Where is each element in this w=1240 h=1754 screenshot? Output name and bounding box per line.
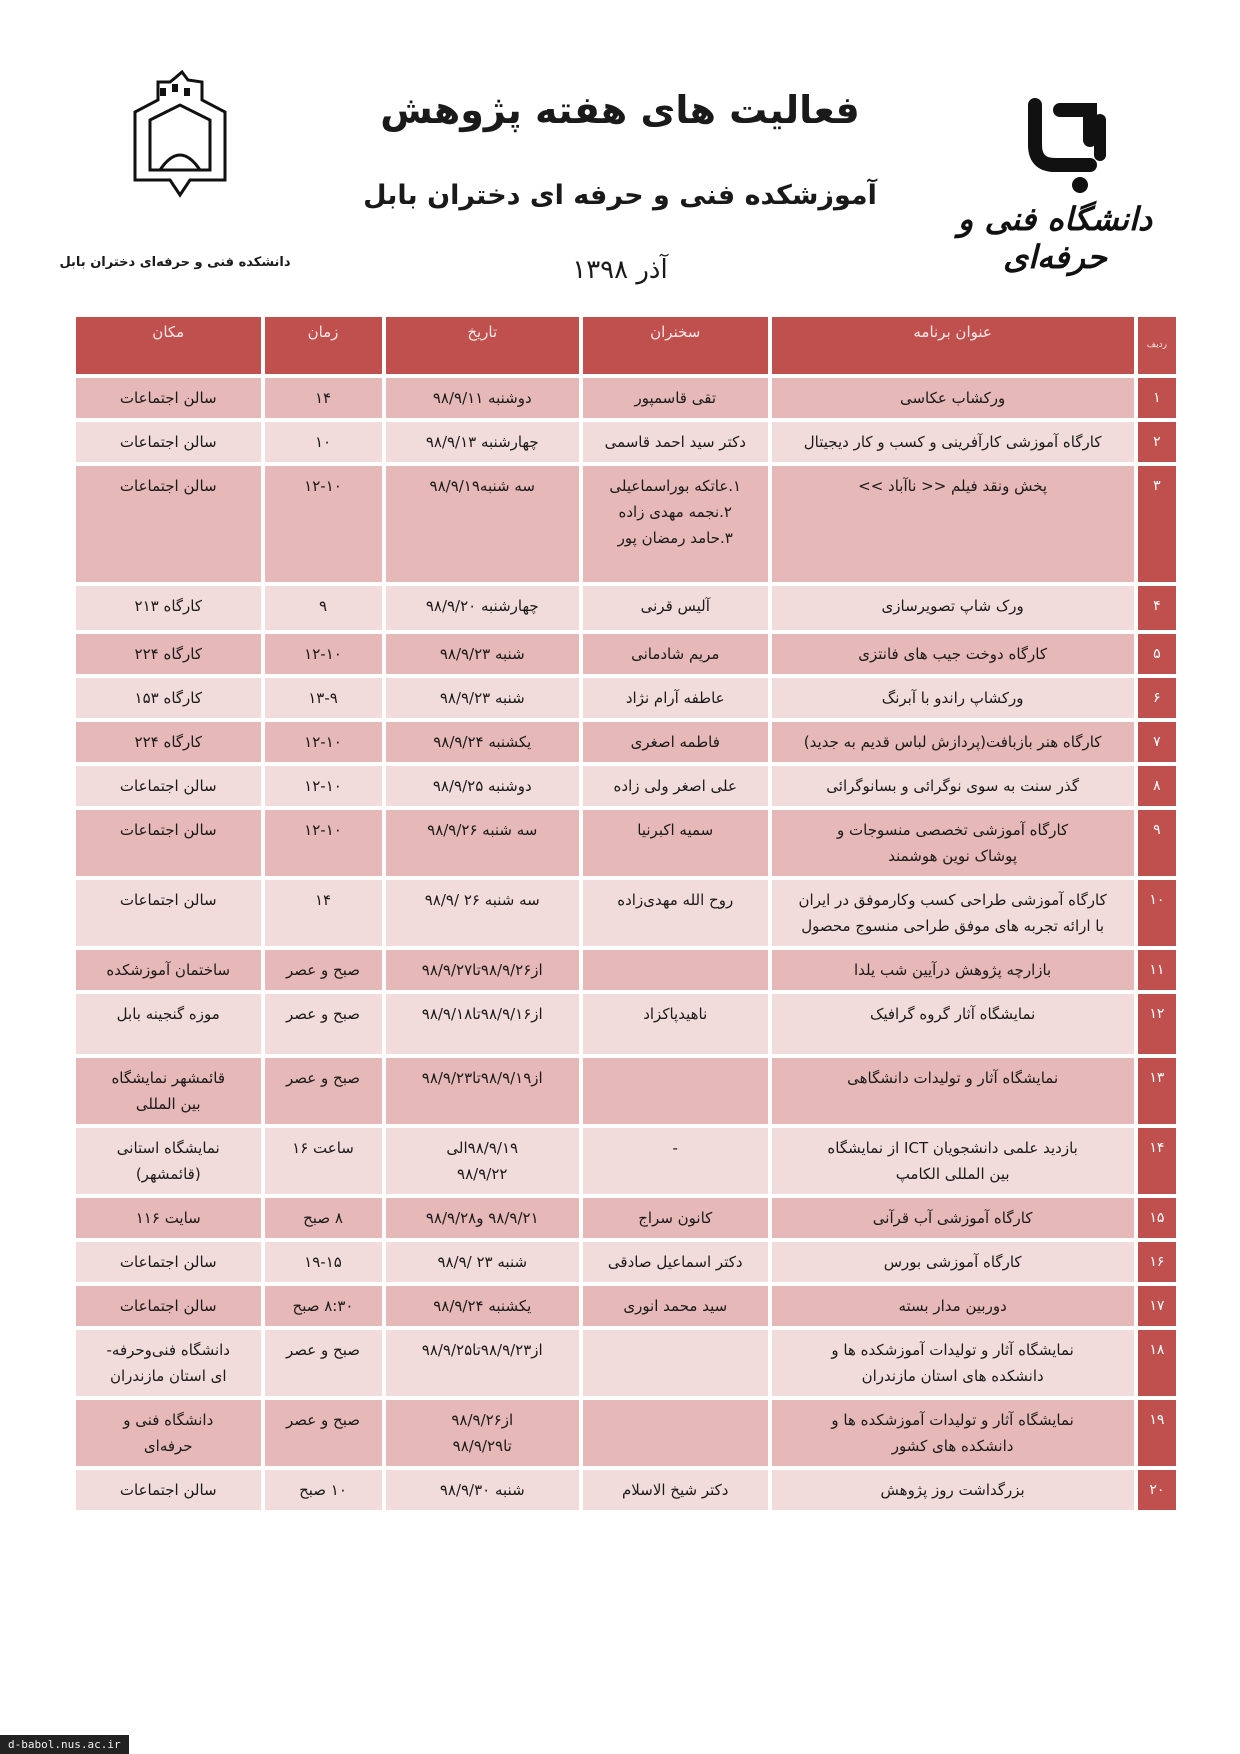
speakers-cell-line: تقی قاسمپور	[634, 389, 717, 407]
time-cell-line: ۱۴	[314, 891, 332, 909]
time-cell-line: ۱۴	[314, 389, 332, 407]
place-cell	[76, 378, 261, 418]
date-cell-line: ۹۸/۹/۲۲	[457, 1165, 508, 1183]
speakers-cell-line: دکتر اسماعیل صادقی	[607, 1253, 743, 1271]
program-cell	[772, 1400, 1134, 1466]
program-cell	[772, 950, 1134, 990]
page-subtitle: آموزشکده فنی و حرفه ای دختران بابل	[363, 180, 877, 211]
speakers-cell	[583, 422, 768, 462]
place-cell-line: سالن اجتماعات	[119, 477, 217, 495]
program-cell-line: گذر سنت به سوی نوگرائی و بسانوگرائی	[826, 777, 1079, 795]
time-cell	[265, 1286, 382, 1326]
date-cell	[386, 722, 580, 762]
speakers-cell-line: مریم شادمانی	[631, 645, 720, 663]
table-row	[76, 766, 1176, 806]
place-cell-line: دانشگاه فنی و	[123, 1411, 214, 1429]
program-cell	[772, 722, 1134, 762]
time-cell-line: ۱۰	[314, 433, 332, 451]
place-cell-line: سالن اجتماعات	[119, 1253, 217, 1271]
table-row	[76, 466, 1176, 582]
time-cell-line: ۱۲-۱۰	[304, 477, 342, 495]
speakers-cell	[583, 766, 768, 806]
date-cell	[386, 1470, 580, 1510]
program-cell-line: کارگاه آموزشی طراحی کسب وکارموفق در ایران	[798, 891, 1107, 909]
place-cell-line: کارگاه ۲۲۴	[134, 645, 202, 663]
row-number-cell: ۴	[1138, 586, 1176, 630]
time-cell-line: ۱۳-۹	[308, 689, 338, 707]
table-row	[76, 994, 1176, 1054]
site-watermark: d-babol.nus.ac.ir	[0, 1735, 129, 1754]
time-cell	[265, 1242, 382, 1282]
date-cell-line: ۹۸/۹/۱۹الی	[446, 1139, 519, 1157]
program-cell-line: بین المللی الکامپ	[895, 1165, 1010, 1183]
speakers-cell	[583, 810, 768, 876]
program-cell	[772, 586, 1134, 630]
time-cell	[265, 586, 382, 630]
date-cell-line: یکشنبه ۹۸/۹/۲۴	[433, 733, 532, 751]
place-cell	[76, 950, 261, 990]
date-cell-line: شنبه ۹۸/۹/۲۳	[439, 645, 525, 663]
date-cell-line: تا۹۸/۹/۲۹	[452, 1437, 512, 1455]
row-number-cell: ۱۱	[1138, 950, 1176, 990]
row-number-cell: ۱۹	[1138, 1400, 1176, 1466]
header-date: تاریخ	[386, 317, 580, 374]
table-row	[76, 1470, 1176, 1510]
row-number-cell: ۷	[1138, 722, 1176, 762]
speakers-cell	[583, 378, 768, 418]
speakers-cell	[583, 880, 768, 946]
table-row	[76, 1198, 1176, 1238]
speakers-cell	[583, 1242, 768, 1282]
program-cell-line: با ارائه تجربه های موفق طراحی منسوج محصول	[801, 917, 1105, 935]
place-cell	[76, 422, 261, 462]
place-cell-line: (قائمشهر)	[135, 1165, 201, 1183]
date-cell	[386, 422, 580, 462]
table-row	[76, 1330, 1176, 1396]
date-cell	[386, 1330, 580, 1396]
place-cell	[76, 880, 261, 946]
date-cell	[386, 766, 580, 806]
date-cell-line: دوشنبه ۹۸/۹/۲۵	[432, 777, 532, 795]
place-cell	[76, 1198, 261, 1238]
program-cell	[772, 994, 1134, 1054]
table-header-row	[76, 317, 1176, 374]
date-cell-line: از۹۸/۹/۱۹تا۹۸/۹/۲۳	[421, 1069, 543, 1087]
date-cell-line: ۹۸/۹/۲۱ و۹۸/۹/۲۸	[425, 1209, 539, 1227]
table-row	[76, 950, 1176, 990]
program-cell	[772, 1286, 1134, 1326]
program-cell-line: دانشکده های استان مازندران	[861, 1367, 1044, 1385]
speakers-cell-line: سمیه اکبرنیا	[637, 821, 714, 839]
place-cell	[76, 1058, 261, 1124]
time-cell-line: ۱۲-۱۰	[304, 733, 342, 751]
speakers-cell	[583, 1198, 768, 1238]
row-number-cell: ۱۵	[1138, 1198, 1176, 1238]
date-cell-line: سه شنبه ۹۸/۹/۲۶	[427, 821, 538, 839]
header-time: زمان	[265, 317, 382, 374]
program-cell-line: دوربین مدار بسته	[898, 1297, 1007, 1315]
speakers-cell-line: دکتر شیخ الاسلام	[622, 1481, 729, 1499]
table-body	[76, 378, 1176, 1510]
place-cell	[76, 586, 261, 630]
row-number-cell: ۵	[1138, 634, 1176, 674]
time-cell	[265, 1470, 382, 1510]
speakers-cell-line: سید محمد انوری	[623, 1297, 728, 1315]
date-cell	[386, 634, 580, 674]
program-cell-line: کارگاه آموزشی تخصصی منسوجات و	[837, 821, 1069, 839]
time-cell-line: ۸:۳۰ صبح	[292, 1297, 354, 1315]
header-place: مکان	[76, 317, 261, 374]
college-emblem-logo	[130, 70, 230, 200]
row-number-cell: ۳	[1138, 466, 1176, 582]
speakers-cell	[583, 950, 768, 990]
program-cell	[772, 880, 1134, 946]
speakers-cell	[583, 1058, 768, 1124]
place-cell-line: سالن اجتماعات	[119, 433, 217, 451]
place-cell	[76, 466, 261, 582]
program-cell-line: کارگاه آموزشی آب قرآنی	[872, 1209, 1033, 1227]
speakers-cell	[583, 1470, 768, 1510]
speakers-cell	[583, 1330, 768, 1396]
time-cell	[265, 810, 382, 876]
place-cell	[76, 994, 261, 1054]
date-cell-line: چهارشنبه ۹۸/۹/۲۰	[425, 597, 539, 615]
date-cell-line: از۹۸/۹/۲۶	[451, 1411, 514, 1429]
date-cell	[386, 1242, 580, 1282]
program-cell	[772, 1198, 1134, 1238]
time-cell-line: صبح و عصر	[286, 1069, 360, 1087]
row-number-cell: ۹	[1138, 810, 1176, 876]
program-cell	[772, 1058, 1134, 1124]
program-cell	[772, 810, 1134, 876]
time-cell-line: صبح و عصر	[286, 1005, 360, 1023]
speakers-cell-line: ۳.حامد رمضان پور	[617, 529, 733, 547]
time-cell-line: صبح و عصر	[286, 961, 360, 979]
place-cell-line: سالن اجتماعات	[119, 891, 217, 909]
row-number-cell: ۱	[1138, 378, 1176, 418]
date-cell	[386, 994, 580, 1054]
date-cell-line: چهارشنبه ۹۸/۹/۱۳	[425, 433, 539, 451]
date-cell	[386, 810, 580, 876]
speakers-cell-line: ناهیدپاکزاد	[643, 1005, 708, 1023]
place-cell-line: سالن اجتماعات	[119, 821, 217, 839]
time-cell	[265, 722, 382, 762]
program-cell-line: بزرگداشت روز پژوهش	[880, 1481, 1025, 1499]
program-cell-line: نمایشگاه آثار و تولیدات دانشگاهی	[847, 1069, 1059, 1087]
program-cell-line: کارگاه آموزشی کارآفرینی و کسب و کار دیجیتال	[803, 433, 1102, 451]
speakers-cell-line: فاطمه اصغری	[630, 733, 720, 751]
program-cell	[772, 1330, 1134, 1396]
date-cell	[386, 950, 580, 990]
program-cell	[772, 422, 1134, 462]
program-cell-line: بازارچه پژوهش درآیین شب یلدا	[854, 961, 1052, 979]
row-number-cell: ۱۰	[1138, 880, 1176, 946]
table-row	[76, 378, 1176, 418]
date-cell	[386, 586, 580, 630]
place-cell-line: قائمشهر نمایشگاه	[111, 1069, 226, 1087]
date-cell-line: سه شنبه ۲۶ /۹۸/۹	[424, 891, 540, 909]
program-cell-line: پخش ونقد فیلم << ناآباد >>	[858, 477, 1048, 495]
time-cell	[265, 678, 382, 718]
time-cell-line: ۱۲-۱۰	[304, 821, 342, 839]
speakers-cell-line: علی اصغر ولی زاده	[613, 777, 737, 795]
table-row	[76, 810, 1176, 876]
place-cell-line: سالن اجتماعات	[119, 389, 217, 407]
place-cell	[76, 1400, 261, 1466]
header-speakers: سخنران	[583, 317, 768, 374]
speakers-cell	[583, 994, 768, 1054]
place-cell	[76, 1242, 261, 1282]
speakers-cell	[583, 1400, 768, 1466]
speakers-cell-line: روح الله مهدی‌زاده	[617, 891, 734, 909]
college-caption: دانشکده فنی و حرفه‌ای دختران بابل	[59, 255, 291, 270]
date-cell-line: سه شنبه۹۸/۹/۱۹	[429, 477, 535, 495]
speakers-cell-line: ۱.عاتکه بوراسماعیلی	[609, 477, 742, 495]
time-cell-line: ۱۹-۱۵	[304, 1253, 342, 1271]
date-cell	[386, 1198, 580, 1238]
speakers-cell	[583, 1128, 768, 1194]
time-cell-line: صبح و عصر	[286, 1411, 360, 1429]
table-row	[76, 1058, 1176, 1124]
program-cell	[772, 1470, 1134, 1510]
place-cell	[76, 1286, 261, 1326]
date-cell-line: یکشنبه ۹۸/۹/۲۴	[433, 1297, 532, 1315]
time-cell-line: ساعت ۱۶	[292, 1139, 354, 1157]
program-cell	[772, 378, 1134, 418]
program-cell	[772, 634, 1134, 674]
time-cell	[265, 634, 382, 674]
place-cell-line: بین المللی	[135, 1095, 201, 1113]
row-number-cell: ۶	[1138, 678, 1176, 718]
speakers-cell-line: ۲.نجمه مهدی زاده	[618, 503, 732, 521]
program-cell-line: بازدید علمی دانشجویان ICT از نمایشگاه	[827, 1139, 1078, 1157]
program-cell-line: ورکشاپ راندو با آبرنگ	[881, 689, 1024, 707]
place-cell-line: سالن اجتماعات	[119, 1481, 217, 1499]
time-cell	[265, 422, 382, 462]
date-cell	[386, 880, 580, 946]
header-program-title: عنوان برنامه	[772, 317, 1134, 374]
table-row	[76, 1400, 1176, 1466]
time-cell-line: ۱۲-۱۰	[304, 645, 342, 663]
date-cell-line: شنبه ۹۸/۹/۲۳	[439, 689, 525, 707]
program-cell-line: ورک شاپ تصویرسازی	[881, 597, 1024, 615]
program-cell-line: کارگاه هنر بازبافت(پردازش لباس قدیم به جدید)	[803, 733, 1102, 751]
date-cell-line: شنبه ۹۸/۹/۳۰	[439, 1481, 525, 1499]
date-cell-line: دوشنبه ۹۸/۹/۱۱	[432, 389, 532, 407]
date-cell	[386, 1058, 580, 1124]
program-cell-line: ورکشاب عکاسی	[899, 389, 1006, 407]
date-cell-line: شنبه ۲۳ /۹۸/۹	[437, 1253, 528, 1271]
university-logo	[940, 90, 1170, 276]
time-cell	[265, 766, 382, 806]
speakers-cell-line: آلیس قرنی	[640, 597, 710, 615]
place-cell-line: سایت ۱۱۶	[135, 1209, 201, 1227]
activities-table	[72, 313, 1180, 1514]
time-cell	[265, 378, 382, 418]
speakers-cell-line: عاطفه آرام نژاد	[625, 689, 725, 707]
date-cell	[386, 466, 580, 582]
time-cell	[265, 1198, 382, 1238]
table-row	[76, 1286, 1176, 1326]
place-cell-line: دانشگاه فنی‌وحرفه-	[106, 1341, 230, 1359]
table-row	[76, 422, 1176, 462]
place-cell-line: سالن اجتماعات	[119, 1297, 217, 1315]
program-cell	[772, 1128, 1134, 1194]
place-cell	[76, 766, 261, 806]
time-cell	[265, 1330, 382, 1396]
time-cell	[265, 466, 382, 582]
table-row	[76, 1242, 1176, 1282]
speakers-cell-line: دکتر سید احمد قاسمی	[604, 433, 746, 451]
place-cell	[76, 1330, 261, 1396]
place-cell	[76, 678, 261, 718]
date-cell	[386, 378, 580, 418]
time-cell-line: ۹	[318, 597, 328, 615]
time-cell	[265, 1128, 382, 1194]
row-number-cell: ۱۲	[1138, 994, 1176, 1054]
row-number-cell: ۱۴	[1138, 1128, 1176, 1194]
program-cell	[772, 466, 1134, 582]
program-cell-line: نمایشگاه آثار و تولیدات آموزشکده ها و	[831, 1411, 1074, 1429]
place-cell	[76, 634, 261, 674]
row-number-cell: ۲۰	[1138, 1470, 1176, 1510]
page-title: فعالیت های هفته پژوهش	[380, 88, 860, 132]
row-number-cell: ۸	[1138, 766, 1176, 806]
program-cell-line: کارگاه دوخت جیب های فانتزی	[858, 645, 1047, 663]
place-cell	[76, 810, 261, 876]
program-cell	[772, 766, 1134, 806]
row-number-cell: ۲	[1138, 422, 1176, 462]
program-cell	[772, 678, 1134, 718]
program-cell-line: نمایشگاه آثار و تولیدات آموزشکده ها و	[831, 1341, 1074, 1359]
place-cell-line: کارگاه ۱۵۳	[134, 689, 202, 707]
speakers-cell	[583, 678, 768, 718]
date-cell-line: از۹۸/۹/۱۶تا۹۸/۹/۱۸	[421, 1005, 543, 1023]
speakers-cell-line: کانون سراج	[638, 1209, 713, 1227]
place-cell-line: ساختمان آموزشکده	[106, 961, 231, 979]
place-cell	[76, 1128, 261, 1194]
time-cell	[265, 994, 382, 1054]
time-cell-line: ۸ صبح	[303, 1209, 343, 1227]
speakers-cell	[583, 586, 768, 630]
speakers-cell	[583, 634, 768, 674]
program-cell	[772, 1242, 1134, 1282]
row-number-cell: ۱۶	[1138, 1242, 1176, 1282]
date-cell	[386, 1128, 580, 1194]
date-cell-line: از۹۸/۹/۲۳تا۹۸/۹/۲۵	[421, 1341, 543, 1359]
date-cell-line: از۹۸/۹/۲۶تا۹۸/۹/۲۷	[421, 961, 543, 979]
university-wordmark: دانشگاه فنی و حرفه‌ای	[957, 200, 1153, 276]
place-cell	[76, 722, 261, 762]
page-date: آذر ۱۳۹۸	[572, 255, 668, 285]
place-cell-line: کارگاه ۲۱۳	[134, 597, 202, 615]
time-cell-line: ۱۰ صبح	[299, 1481, 347, 1499]
table-row	[76, 880, 1176, 946]
place-cell-line: ای استان مازندران	[109, 1367, 227, 1385]
time-cell-line: صبح و عصر	[286, 1341, 360, 1359]
row-number-cell: ۱۳	[1138, 1058, 1176, 1124]
place-cell-line: موزه گنجینه بابل	[116, 1005, 220, 1023]
date-cell	[386, 678, 580, 718]
time-cell	[265, 950, 382, 990]
table-row	[76, 678, 1176, 718]
header-row-number: ردیف	[1138, 317, 1176, 374]
time-cell	[265, 1058, 382, 1124]
place-cell-line: سالن اجتماعات	[119, 777, 217, 795]
program-cell-line: دانشکده های کشور	[891, 1437, 1014, 1455]
table-row	[76, 586, 1176, 630]
date-cell	[386, 1400, 580, 1466]
row-number-cell: ۱۷	[1138, 1286, 1176, 1326]
time-cell	[265, 880, 382, 946]
time-cell-line: ۱۲-۱۰	[304, 777, 342, 795]
table-row	[76, 722, 1176, 762]
place-cell-line: حرفه‌ای	[143, 1437, 193, 1455]
date-cell	[386, 1286, 580, 1326]
place-cell-line: کارگاه ۲۲۴	[134, 733, 202, 751]
table-row	[76, 1128, 1176, 1194]
speakers-cell	[583, 1286, 768, 1326]
speakers-cell-line: -	[672, 1139, 678, 1157]
program-cell-line: پوشاک نوین هوشمند	[888, 847, 1018, 865]
place-cell	[76, 1470, 261, 1510]
place-cell-line: نمایشگاه استانی	[116, 1139, 220, 1157]
speakers-cell	[583, 466, 768, 582]
speakers-cell	[583, 722, 768, 762]
table-row	[76, 634, 1176, 674]
row-number-cell: ۱۸	[1138, 1330, 1176, 1396]
program-cell-line: کارگاه آموزشی بورس	[883, 1253, 1022, 1271]
program-cell-line: نمایشگاه آثار گروه گرافیک	[869, 1005, 1036, 1023]
time-cell	[265, 1400, 382, 1466]
